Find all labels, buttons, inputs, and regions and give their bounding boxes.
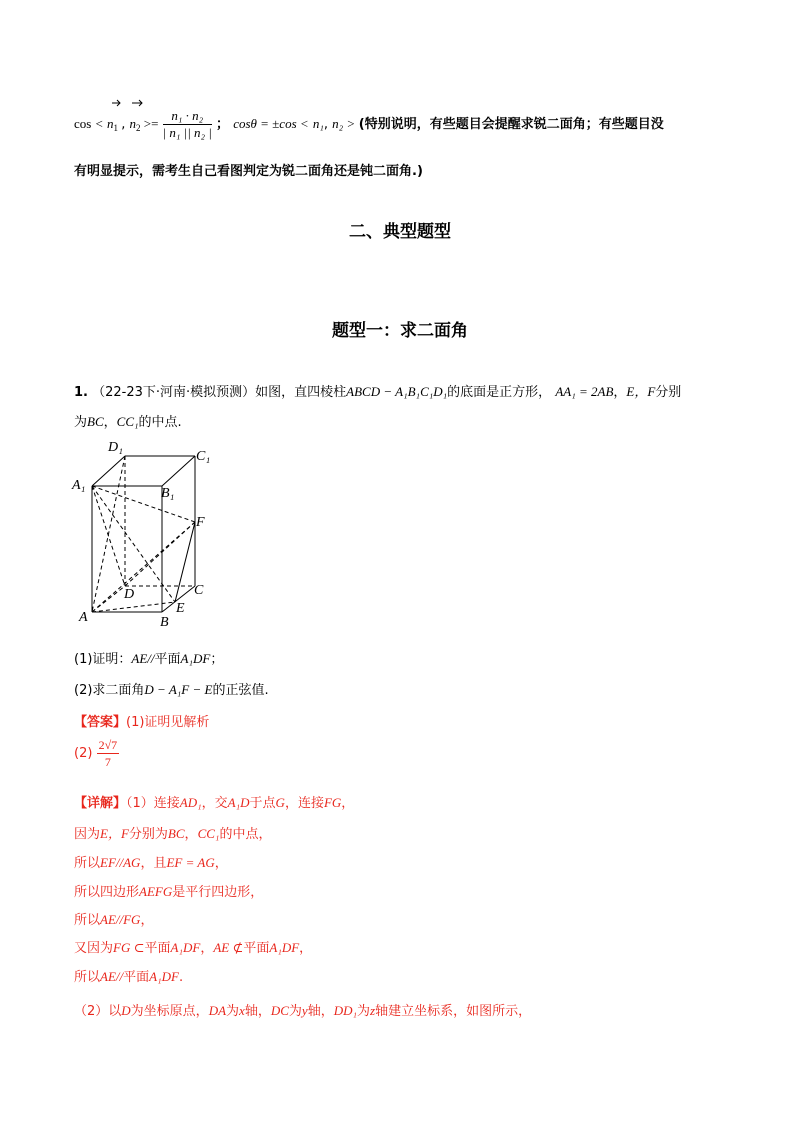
detail-label: 【详解】 [74,796,127,811]
n2-letter: n [129,116,136,131]
cos-text: cos [74,116,92,131]
answer-label: 【答案】 [74,715,127,730]
question-1 [74,648,223,667]
d2cc1: CC₁ [197,826,220,841]
q1-text: 平面 [154,652,181,667]
d7m2: A₁DF [149,969,179,984]
d1m1: AD₁ [179,795,202,810]
eq-sign: >= [143,116,159,131]
segment-cc1: CC₁ [116,414,139,429]
answer-2-numerator: 2√7 [98,738,118,752]
d8d: D [121,1003,131,1018]
d1c: 于点 [249,796,276,811]
problem-line-2 [74,411,182,430]
formula-line: $\cos < n_1$ , $n_2$ >= $\frac{\text{n₁ · n₂}}{\text{| n₁ || n₂ |}}$ ； cosθ = ±cos < n₁, n₂ > (特别说明，有些题目会提醒求锐二面角；有些题目没 [74,108,664,140]
section-title: 二、典型题型 [349,222,451,242]
d6m2: A₁DF [170,940,201,955]
fraction-numerator: n₁ · n₂ [163,108,212,125]
d7a: 所以 [74,970,101,985]
answer-line [74,711,209,730]
d7m1: AE// [100,969,124,984]
label-d: D [124,587,135,602]
d8b: 为坐标原点， [130,1004,209,1019]
answer-2-fraction [97,737,120,770]
d8a: （2）以 [74,1004,122,1019]
label-d1: D₁ [108,440,123,455]
comma: ， [103,415,117,430]
label-f: F [196,515,205,530]
label-a: A [79,610,88,625]
semicolon: ； [216,117,230,132]
d8y: y [301,1003,308,1018]
q2-label: (2)求二面角 [74,683,145,698]
d8f: 轴， [307,1004,334,1019]
answer-2 [74,737,119,770]
problem-text-b: ， [613,385,627,400]
d8x: x [239,1003,245,1018]
n2b: n₂ [332,116,344,131]
d6m3: AE ⊄ [213,940,244,955]
label-c1: C₁ [196,449,211,464]
d4m: AEFG [139,884,173,899]
d8dd1: DD₁ [333,1003,358,1018]
d7c: . [178,970,184,985]
detail-line-7 [74,966,183,985]
vector-arrows-icon [110,96,150,110]
d8z: z [370,1003,376,1018]
q1-plane: A₁DF [180,651,211,666]
d1fg: FG [323,795,342,810]
n1-vector: $n_1$ [106,116,118,133]
d6a: 又因为 [74,941,114,956]
detail-line-1 [74,792,354,811]
d2b: 分别为 [128,827,168,842]
segment-bc: BC [87,414,104,429]
q1-label: (1)证明： [74,652,132,667]
d1b: ，交 [201,796,228,811]
d2ef: E，F [100,826,129,841]
detail-line-2 [74,823,271,842]
d3m2: EF = AG [166,855,215,870]
detail-line-5 [74,909,153,928]
q1-math: AE// [131,651,155,666]
d8da: DA [208,1003,227,1018]
detail-line-4 [74,881,263,900]
answer-1: (1)证明见解析 [126,715,210,730]
d2c: ， [184,827,198,842]
gt-sign: > [347,116,355,131]
problem-number: 1. [74,385,88,400]
question-2 [74,679,269,698]
formula-fraction [163,108,212,141]
line2-b: 的中点. [138,415,182,430]
d1a: （1）连接 [126,796,180,811]
q1-end: ； [210,652,224,667]
n2-vector: $n_2$ [129,116,141,133]
label-a1: A₁ [72,478,86,493]
d6b: 平面 [144,941,171,956]
d8g: 为 [357,1004,371,1019]
special-note-line2: 有明显提示，需考生自己看图判定为锐二面角还是钝二面角.) [74,164,423,179]
problem-text-c: 分别 [655,385,682,400]
answer-2-label: (2) [74,746,93,761]
line2-a: 为 [74,415,88,430]
d3m1: EF//AG [100,855,141,870]
n1-letter: n [106,116,114,131]
d5m: AE//FG [100,912,141,927]
d6m4: A₁DF [269,940,300,955]
d6e: ， [299,941,313,956]
d3c: ， [214,856,228,871]
label-b: B [160,615,169,630]
label-b1: B₁ [161,486,175,501]
d4a: 所以四边形 [74,885,140,900]
d1m2: A₁D [227,795,250,810]
d5a: 所以 [74,913,101,928]
d1g: G [275,795,285,810]
fraction-denominator: | n₁ || n₂ | [162,125,212,140]
d8d2: 轴， [244,1004,271,1019]
problem-text-a: 的底面是正方形， [447,385,552,400]
d5b: ， [140,913,154,928]
points-ef: E，F [626,384,656,399]
subsection-title: 题型一：求二面角 [332,321,468,341]
label-e: E [176,601,185,616]
prism-name: ABCD − A₁B₁C₁D₁ [346,384,448,399]
d2a: 因为 [74,827,101,842]
answer-2-denominator: 7 [104,755,111,769]
d6c: ， [200,941,214,956]
prism-figure [70,436,230,636]
d7b: 平面 [123,970,150,985]
problem-line-1 [74,381,681,400]
d8e: 为 [288,1004,302,1019]
d1d: ，连接 [284,796,324,811]
d3b: ，且 [140,856,167,871]
problem-condition: AA₁ = 2AB [555,384,614,399]
n1b: n₁ [312,116,324,131]
detail-line-8 [74,1000,531,1019]
d6m1: FG ⊂ [113,940,145,955]
special-note: (特别说明，有些题目会提醒求锐二面角；有些题目没 [358,117,664,132]
d8c: 为 [226,1004,240,1019]
d8h: 轴建立坐标系，如图所示， [375,1004,532,1019]
lt-sign: < [95,116,103,131]
q2-end: 的正弦值. [212,683,269,698]
detail-line-6 [74,937,312,956]
d4b: 是平行四边形， [172,885,264,900]
q2-math: D − A₁F − E [144,682,213,697]
d3a: 所以 [74,856,101,871]
detail-line-3 [74,852,228,871]
d2bc: BC [167,826,185,841]
d6d: 平面 [243,941,270,956]
label-c: C [194,583,204,598]
d1e: ， [341,796,355,811]
problem-source: （22-23下·河南·模拟预测）如图，直四棱柱 [92,385,347,400]
cos-theta: cosθ = ±cos < [233,116,309,131]
d8dc: DC [270,1003,289,1018]
d2d: 的中点， [219,827,272,842]
